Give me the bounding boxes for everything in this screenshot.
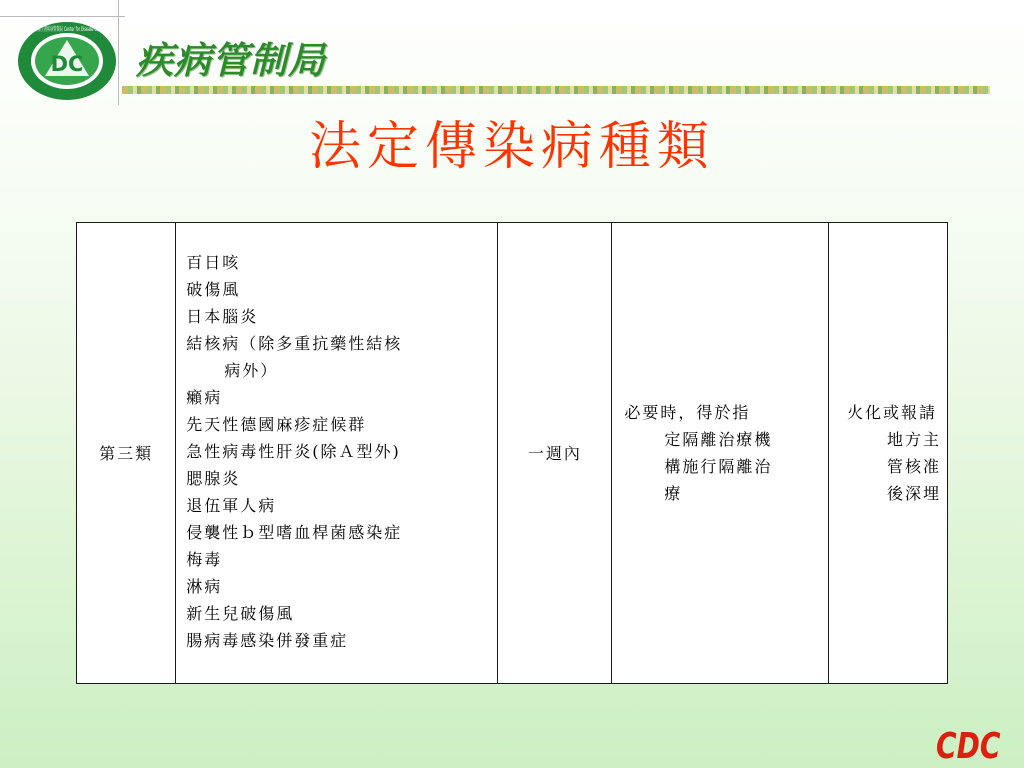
isolation-text-line: 定隔離治療機 xyxy=(664,430,773,449)
disease-list-cell xyxy=(176,223,498,684)
disease-category-table xyxy=(76,222,948,684)
decorative-strip xyxy=(122,86,990,94)
logo-center-text: DC xyxy=(50,52,84,76)
disease-item: 退伍軍人病 xyxy=(186,496,277,515)
category-cell: 第三類 xyxy=(77,223,176,684)
disease-item: 梅毒 xyxy=(186,550,223,569)
disease-item: 破傷風 xyxy=(186,280,241,299)
disease-item: 侵襲性ｂ型嗜血桿菌感染症 xyxy=(186,523,403,542)
disease-item: 淋病 xyxy=(186,577,223,596)
isolation-text-line: 療 xyxy=(664,484,683,503)
isolation-text-line: 構施行隔離治 xyxy=(664,457,773,476)
table-row xyxy=(77,223,948,684)
cdc-logo-icon xyxy=(15,20,176,102)
corpse-text-line: 地方主 xyxy=(886,430,941,449)
corpse-text-line: 火化或報請 xyxy=(846,403,937,422)
disease-item: 新生兒破傷風 xyxy=(186,604,295,623)
org-name: 疾病管制局 xyxy=(136,39,326,82)
disease-item: 日本腦炎 xyxy=(186,307,259,326)
disease-item: 百日咳 xyxy=(186,253,241,272)
page-title: 法定傳染病種類 xyxy=(308,117,715,177)
disease-item: 結核病（除多重抗藥性結核 xyxy=(186,334,403,353)
disease-item: 先天性德國麻疹症候群 xyxy=(186,415,367,434)
disease-item: 腸病毒感染併發重症 xyxy=(186,631,349,650)
isolation-cell xyxy=(612,223,829,684)
disease-item: 腮腺炎 xyxy=(186,469,241,488)
isolation-text-line: 必要時，得於指 xyxy=(624,403,751,422)
disease-item: 癩病 xyxy=(186,388,223,407)
logo-ring-text: 行政院衛生署疾病管制局 Center for Disease Control xyxy=(28,26,176,33)
frame-line-horizontal xyxy=(0,16,125,17)
report-deadline-cell: 一週內 xyxy=(498,223,612,684)
disease-item-continuation: 病外） xyxy=(224,361,279,380)
corpse-handling-cell xyxy=(828,223,947,684)
corpse-text-line: 後深埋 xyxy=(886,484,941,503)
cdc-footer-mark: CDC xyxy=(936,726,1001,767)
corpse-text-line: 管核准 xyxy=(886,457,941,476)
disease-item: 急性病毒性肝炎(除Ａ型外) xyxy=(186,442,401,461)
